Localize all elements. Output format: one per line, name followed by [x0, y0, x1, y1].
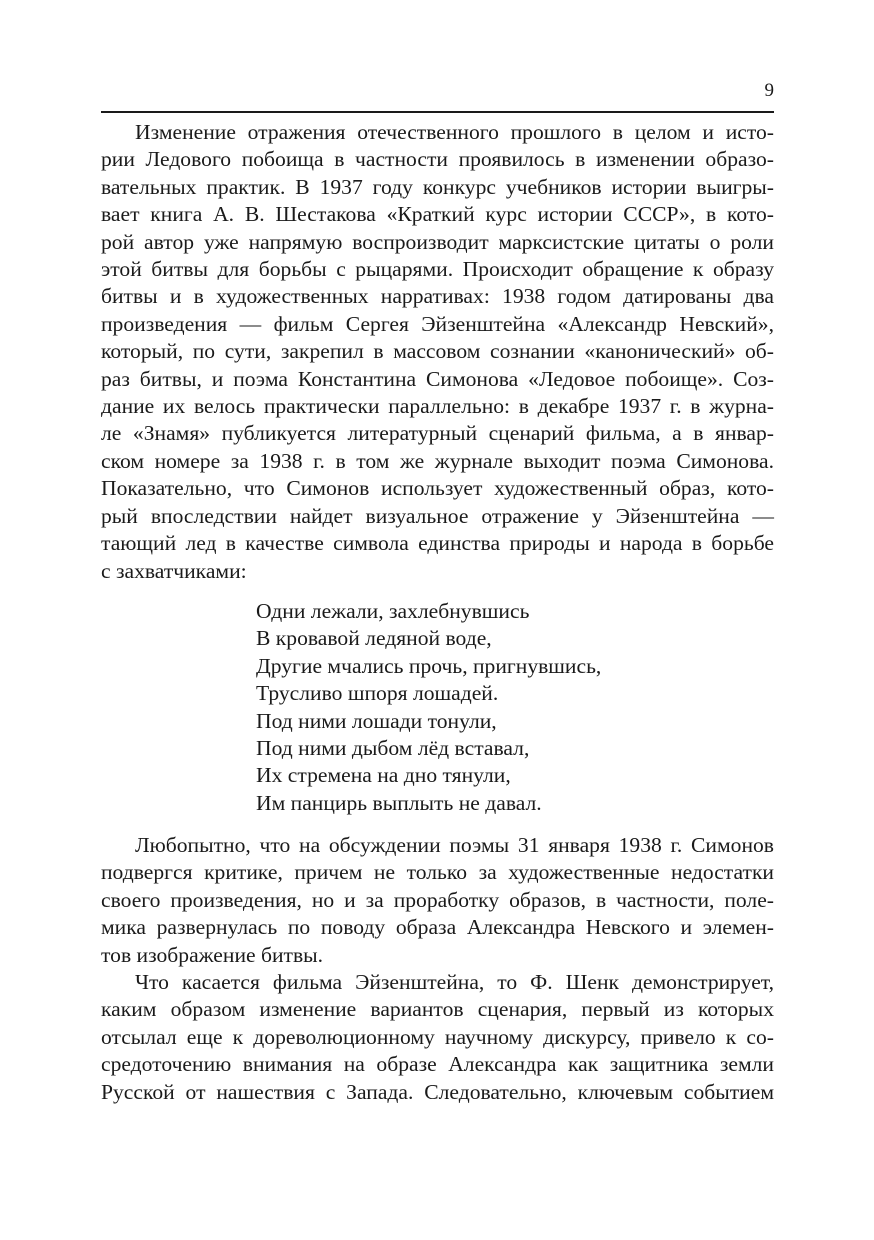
paragraph-3 [101, 969, 774, 1106]
poem-line: Трусливо шпоря лошадей. [256, 681, 499, 706]
text-line: рии Ледового побоища в частности проявилось в изменении образо- [101, 147, 774, 172]
text-line: рый впоследствии найдет визуальное отражение у Эйзенштейна — [101, 503, 774, 528]
paragraph-1 [101, 119, 774, 585]
text-line: отсылал еще к дореволюционному научному дискурсу, привело к со- [101, 1024, 774, 1049]
text-line: Изменение отражения отечественного прошлого в целом и исто- [135, 120, 774, 144]
text-line: Показательно, что Симонов использует художественный образ, кото- [101, 476, 774, 501]
text-line: который, по сути, закрепил в массовом сознании «канонический» об- [101, 339, 774, 364]
text-line: подвергся критике, причем не только за художественные недостатки [101, 860, 774, 885]
text-line: Что касается фильма Эйзенштейна, то Ф. Шенк демонстрирует, [135, 970, 774, 994]
poem-quote [256, 598, 676, 817]
poem-line: Другие мчались прочь, пригнувшись, [256, 653, 602, 678]
text-line: рой автор уже напрямую воспроизводит марксистские цитаты о роли [101, 229, 774, 254]
text-line: вает книга А. В. Шестакова «Краткий курс истории СССР», в кото- [101, 202, 774, 227]
paragraph-2 [101, 832, 774, 969]
poem-line: В кровавой ледяной воде, [256, 626, 492, 651]
text-line: ле «Знамя» публикуется литературный сценарий фильма, а в январ- [101, 421, 774, 446]
text-line: Русской от нашествия с Запада. Следовательно, ключевым событием [101, 1079, 774, 1104]
text-line: вательных практик. В 1937 году конкурс учебников истории выигры- [101, 174, 774, 199]
text-line: мика развернулась по поводу образа Александра Невского и элемен- [101, 915, 774, 940]
text-line: своего произведения, но и за проработку образов, в частности, поле- [101, 887, 774, 912]
text-line: битвы и в художественных нарративах: 1938 годом датированы два [101, 284, 774, 309]
text-line: каким образом изменение вариантов сценария, первый из которых [101, 997, 774, 1022]
text-line: произведения — фильм Сергея Эйзенштейна «Александр Невский», [101, 311, 774, 336]
text-line: ском номере за 1938 г. в том же журнале выходит поэма Симонова. [101, 448, 774, 473]
text-line: средоточению внимания на образе Александра как защитника земли [101, 1052, 774, 1077]
text-line: Любопытно, что на обсуждении поэмы 31 января 1938 г. Симонов [135, 833, 774, 857]
poem-line: Их стремена на дно тянули, [256, 763, 511, 788]
poem-line: Под ними лошади тонули, [256, 708, 497, 733]
text-line: этой битвы для борьбы с рыцарями. Происходит обращение к образу [101, 257, 774, 282]
page-number: 9 [764, 80, 774, 101]
text-line: с захватчиками: [101, 558, 247, 583]
header-rule [101, 111, 774, 113]
text-line: тающий лед в качестве символа единства природы и народа в борьбе [101, 531, 774, 556]
poem-line: Им панцирь выплыть не давал. [256, 790, 542, 815]
poem-line: Под ними дыбом лёд вставал, [256, 736, 530, 761]
poem-line: Одни лежали, захлебнувшись [256, 599, 530, 623]
text-line: тов изображение битвы. [101, 942, 324, 967]
text-line: дание их велось практически параллельно: в декабре 1937 г. в журна- [101, 394, 774, 419]
text-line: раз битвы, и поэма Константина Симонова «Ледовое побоище». Соз- [101, 366, 774, 391]
